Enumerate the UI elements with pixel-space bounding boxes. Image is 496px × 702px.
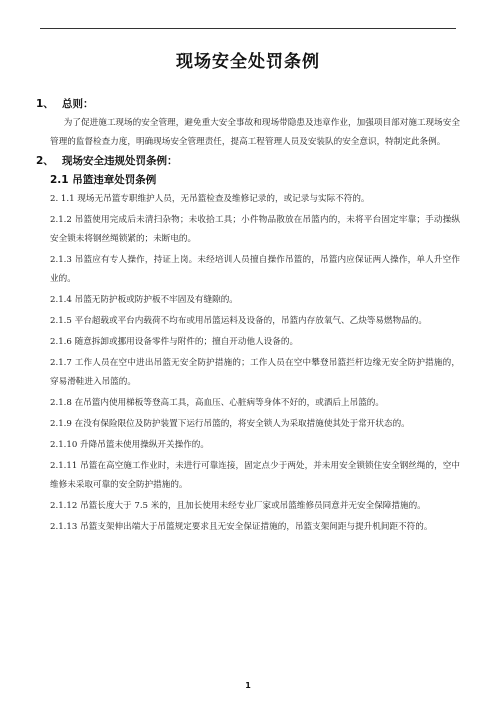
- header-rule: [40, 28, 456, 29]
- section-2-title: 现场安全违规处罚条例：: [62, 155, 178, 167]
- clause-list: [50, 190, 460, 539]
- subsection-heading: 2.1 吊篮违章处罚条例: [50, 174, 157, 186]
- clause-item: 2.1.4 吊篮无防护板或防护板不牢固及有缝隙的。: [50, 295, 238, 305]
- clause-item: 2.1.9 在没有保险限位及防护装置下运行吊篮的，将安全锁人为采取措施使其处于常开状态的。: [50, 419, 410, 429]
- clause-item: 2.1.2 吊篮使用完成后未清扫杂物；未收拾工具；小件物品散放在吊篮内的，未将平台固定牢靠；手动操纵安全锁未将钢丝绳锁紧的；未断电的。: [50, 215, 460, 244]
- section-2-number: 2、: [36, 155, 54, 167]
- section-1-paragraph: 为了促进施工现场的安全管理，避免重大安全事故和现场带隐患及违章作业，加强项目部对施工现场安全管理的监督检查力度，明确现场安全管理责任，提高工程管理人员及安装队的安全意识，特制定此条例。: [50, 118, 460, 147]
- clause-item: 2. 1.1 现场无吊篮专职维护人员，无吊篮检查及维修记录的，或记录与实际不符的。: [50, 194, 370, 204]
- clause-item: 2.1.3 吊篮应有专人操作，持证上岗。未经培训人员擅自操作吊篮的，吊篮内应保证两人操作，单人升空作业的。: [50, 255, 460, 284]
- clause-item: 2.1.11 吊篮在高空施工作业时，未进行可靠连接，固定点少于两处，并未用安全锁锁住安全钢丝绳的，空中维修未采取可靠的安全防护措施的。: [50, 461, 460, 490]
- clause-item: 2.1.5 平台超载或平台内载荷不均布或用吊篮运料及设备的，吊篮内存放氧气、乙炔等易燃物品的。: [50, 316, 427, 326]
- clause-item: 2.1.10 升降吊篮未使用操纵开关操作的。: [50, 440, 209, 450]
- section-2-heading: [36, 153, 178, 168]
- clause-item: 2.1.13 吊篮支架伸出端大于吊篮规定要求且无安全保证措施的，吊篮支架间距与提升机间距不符的。: [50, 522, 433, 532]
- section-1-title: 总则：: [62, 98, 94, 110]
- page-number: 1: [245, 681, 251, 690]
- clause-item: 2.1.6 随意拆卸或挪用设备零件与附件的；擅自开动他人设备的。: [50, 337, 299, 347]
- section-1-number: 1、: [36, 98, 54, 110]
- clause-item: 2.1.12 吊篮长度大于 7.5 米的，且加长使用未经专业厂家或吊篮维修员同意并无安全保障措施的。: [50, 501, 426, 511]
- section-1-heading: [36, 96, 94, 111]
- document-title: 现场安全处罚条例: [176, 52, 320, 72]
- clause-item: 2.1.8 在吊篮内使用梯板等登高工具，高血压、心脏病等身体不好的，或酒后上吊篮的。: [50, 398, 384, 408]
- clause-item: 2.1.7 工作人员在空中进出吊篮无安全防护措施的；工作人员在空中攀登吊篮拦杆边缘无安全防护措施的，穿易滑鞋进入吊篮的。: [50, 358, 460, 387]
